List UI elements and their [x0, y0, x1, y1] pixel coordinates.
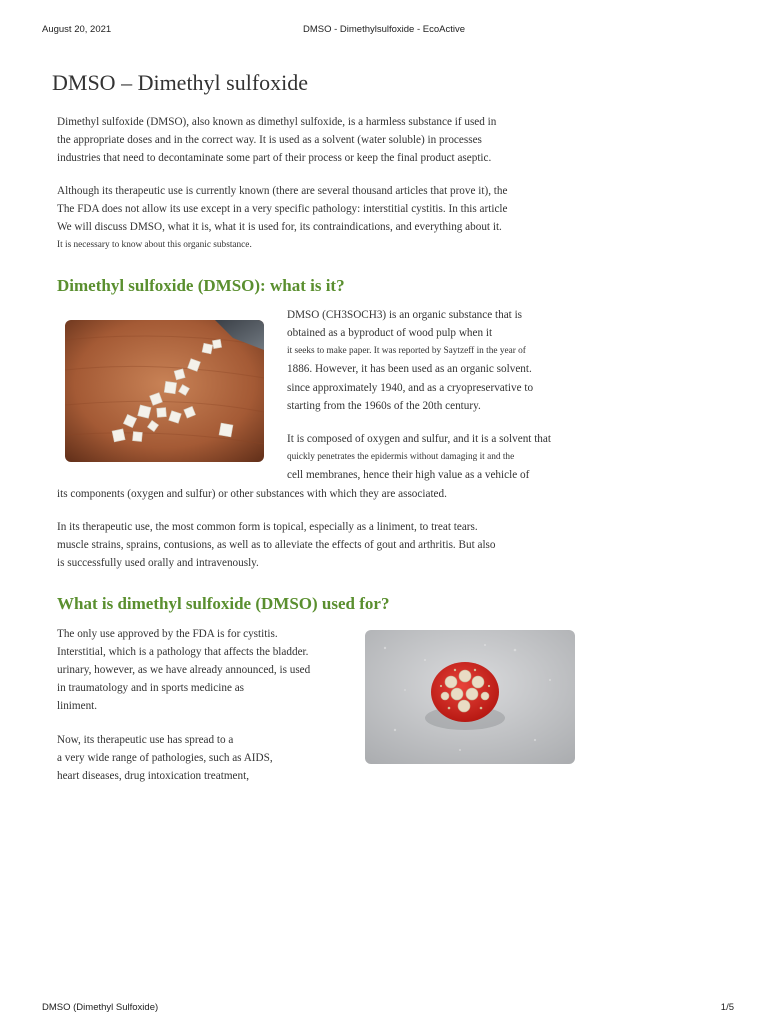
intro-p1-line: the appropriate doses and in the correct way. It is used as a solvent (water soluble) in processes — [57, 134, 482, 146]
section1-p2-line: It is composed of oxygen and sulfur, and it is a solvent that — [287, 433, 551, 445]
section2-p1-line: liniment. — [57, 700, 98, 712]
page-footer — [0, 1002, 768, 1016]
intro-p2-line: It is necessary to know about this organic substance. — [57, 240, 252, 250]
section2-p2-line: Now, its therapeutic use has spread to a — [57, 734, 234, 746]
section2-p1-line: urinary, however, as we have already announced, is used — [57, 664, 311, 676]
section1-p2-line: cell membranes, hence their high value as a vehicle of — [287, 469, 530, 481]
section1-p2-line: its components (oxygen and sulfur) or other substances with which they are associated. — [57, 488, 447, 500]
section1-p1-line: 1886. However, it has been used as an organic solvent. — [287, 363, 532, 375]
section2-p1-line: Interstitial, which is a pathology that affects the bladder. — [57, 646, 309, 658]
section2-p1-line: The only use approved by the FDA is for cystitis. — [57, 628, 278, 640]
section1-p1-line: DMSO (CH3SOCH3) is an organic substance that is — [287, 309, 523, 321]
intro-p2-line: The FDA does not allow its use except in a very specific pathology: interstitial cystitis. In this article — [57, 203, 508, 215]
section1-p1-line: obtained as a byproduct of wood pulp when it — [287, 327, 493, 339]
section1-p3-line: muscle strains, sprains, contusions, as well as to alleviate the effects of gout and arthritis. But also — [57, 539, 496, 551]
document-title: DMSO - Dimethylsulfoxide - EcoActive — [302, 24, 466, 35]
intro-p1-line: Dimethyl sulfoxide (DMSO), also known as dimethyl sulfoxide, is a harmless substance if used in — [57, 116, 497, 128]
section-heading-used-for: What is dimethyl sulfoxide (DMSO) used for? — [57, 594, 390, 613]
section1-p2-line: quickly penetrates the epidermis without damaging it and the — [287, 452, 515, 462]
section1-p1-line: it seeks to make paper. It was reported by Saytzeff in the year of — [287, 346, 526, 356]
print-date: August 20, 2021 — [42, 24, 112, 35]
section-heading-what-is-it: Dimethyl sulfoxide (DMSO): what is it? — [57, 276, 345, 295]
intro-p2-line: We will discuss DMSO, what it is, what it is used for, its contraindications, and everything about it. — [57, 221, 502, 233]
intro-p2-line: Although its therapeutic use is currently known (there are several thousand articles that prove it), the — [57, 185, 508, 197]
article-title: DMSO – Dimethyl sulfoxide — [52, 70, 309, 95]
section2-p1-line: in traumatology and in sports medicine as — [57, 682, 245, 694]
intro-p1-line: industries that need to decontaminate some part of their process or keep the final product aseptic. — [57, 152, 492, 164]
section2-p2-line: heart diseases, drug intoxication treatment, — [57, 770, 249, 782]
sugar-cubes-photo — [65, 320, 264, 462]
section1-p3-line: In its therapeutic use, the most common form is topical, especially as a liniment, to treat tears. — [57, 521, 478, 533]
section1-p1-line: since approximately 1940, and as a cryopreservative to — [287, 382, 534, 394]
section1-p3-line: is successfully used orally and intravenously. — [57, 557, 259, 569]
page-number: 1/5 — [720, 1002, 734, 1013]
section1-p1-line: starting from the 1960s of the 20th century. — [287, 400, 481, 412]
red-dish-photo — [365, 630, 575, 764]
footer-title: DMSO (Dimethyl Sulfoxide) — [42, 1002, 159, 1013]
page-header — [0, 24, 768, 38]
section2-p2-line: a very wide range of pathologies, such as AIDS, — [57, 752, 273, 764]
